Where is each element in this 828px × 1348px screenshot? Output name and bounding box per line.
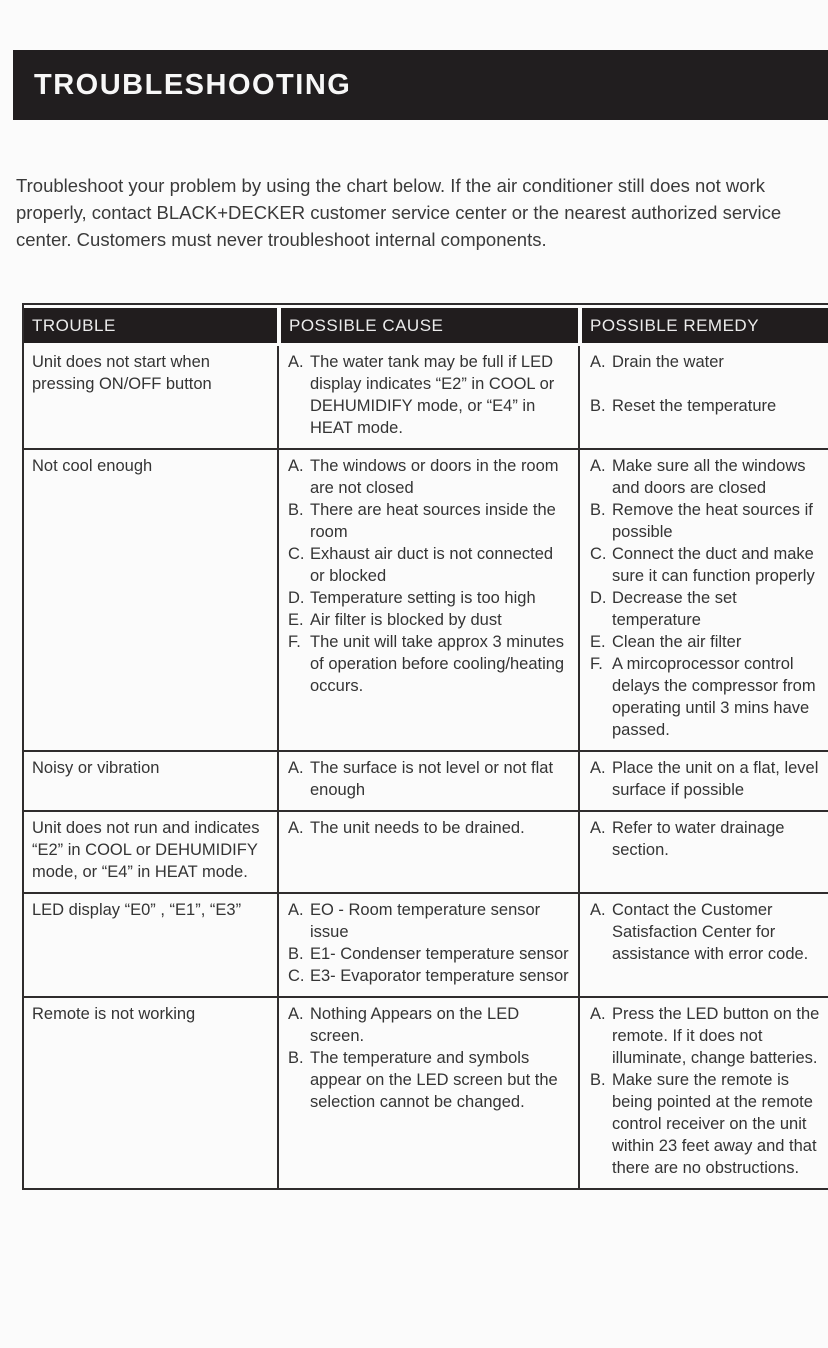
trouble-cell: Unit does not start when pressing ON/OFF button [32,353,212,393]
list-item-label: B. [288,1049,304,1067]
list-item [288,1003,572,1047]
section-title-bar [13,50,828,120]
remedy-cell [578,450,828,750]
table-row [24,750,828,810]
column-header-possible-remedy: POSSIBLE REMEDY [578,308,828,343]
list-item [288,543,572,587]
cause-cell [277,812,578,892]
list-item-label: A. [590,1005,606,1023]
cause-cell [277,752,578,810]
list-item [288,351,572,439]
list-item [288,965,572,987]
list-item [590,899,822,965]
list-item-label: B. [288,945,304,963]
list-item [288,943,572,965]
remedy-cell [578,998,828,1188]
trouble-cell: Remote is not working [32,1005,196,1023]
list-item [288,499,572,543]
list-item-text: Drain the water [612,353,724,371]
table-row [24,996,828,1188]
column-header-possible-cause: POSSIBLE CAUSE [277,308,578,343]
list-item-label: A. [288,759,304,777]
list-item [288,1047,572,1113]
intro-paragraph: Troubleshoot your problem by using the chart below. If the air conditioner still does not work properly, contact BLACK+DECKER customer service center or the nearest authorized service center. Customers must never troubleshoot internal components. [16,175,782,250]
list-item-label: A. [590,353,606,371]
list-item-text: Make sure the remote is being pointed at the remote control receiver on the unit within 23 feet away and that there are no obstructions. [612,1071,817,1177]
list-item-text: E3- Evaporator temperature sensor [310,967,569,985]
list-item-text: Refer to water drainage section. [612,819,785,859]
remedy-cell [578,894,828,996]
list-item [590,395,822,417]
table-row [24,346,828,448]
list-item [590,499,822,543]
list-item-label: A. [590,759,606,777]
remedy-cell [578,346,828,448]
list-item-text: The unit will take approx 3 minutes of operation before cooling/heating occurs. [310,633,565,695]
list-item-label: C. [590,545,607,563]
list-item-text: Contact the Customer Satisfaction Center for assistance with error code. [612,901,809,963]
list-item-label: A. [288,1005,304,1023]
list-item-label: A. [590,457,606,475]
list-item-label: F. [288,633,301,651]
list-item-text: Temperature setting is too high [310,589,536,607]
list-item-text: Clean the air filter [612,633,742,651]
cause-cell [277,998,578,1188]
table-row [24,892,828,996]
cause-cell [277,894,578,996]
list-item [590,351,822,373]
list-item-text: The surface is not level or not flat enough [310,759,554,799]
trouble-cell: Not cool enough [32,457,153,475]
list-item-label: A. [288,819,304,837]
list-item [288,817,572,839]
remedy-cell [578,752,828,810]
table-body [24,346,828,1188]
list-item-text: The unit needs to be drained. [310,819,525,837]
list-item-label: F. [590,655,603,673]
list-item [288,631,572,697]
list-item [288,899,572,943]
list-item-text: E1- Condenser temperature sensor [310,945,569,963]
list-item [590,757,822,801]
list-item-label: A. [288,353,304,371]
list-item-text: Decrease the set temperature [612,589,737,629]
list-item [590,587,822,631]
list-item-text: The water tank may be full if LED display indicates “E2” in COOL or DEHUMIDIFY mode, or “E4” in HEAT mode. [310,353,555,437]
list-item [288,587,572,609]
list-item-label: A. [590,901,606,919]
list-item-label: A. [288,457,304,475]
list-item [590,1069,822,1179]
page-title: TROUBLESHOOTING [34,68,352,101]
column-header-trouble: TROUBLE [24,308,277,343]
list-item-label: D. [288,589,305,607]
list-item-text: Nothing Appears on the LED screen. [310,1005,520,1045]
list-item-text: Reset the temperature [612,397,777,415]
list-item-text: Make sure all the windows and doors are closed [612,457,806,497]
list-item-text: Press the LED button on the remote. If it does not illuminate, change batteries. [612,1005,820,1067]
table-row [24,810,828,892]
list-item-text: The windows or doors in the room are not closed [310,457,559,497]
list-item-label: B. [288,501,304,519]
cause-cell [277,450,578,750]
list-item-text: Exhaust air duct is not connected or blocked [310,545,554,585]
cause-cell [277,346,578,448]
list-item-text: A mircoprocessor control delays the compressor from operating until 3 mins have passed. [612,655,816,739]
list-item [590,653,822,741]
list-item-label: C. [288,545,305,563]
list-item-text: There are heat sources inside the room [310,501,556,541]
list-item-label: A. [590,819,606,837]
list-item-text: EO - Room temperature sensor issue [310,901,541,941]
trouble-cell: LED display “E0” , “E1”, “E3” [32,901,242,919]
table-header-row [24,308,828,343]
list-item-label: E. [590,633,606,651]
trouble-cell: Unit does not run and indicates “E2” in COOL or DEHUMIDIFY mode, or “E4” in HEAT mode. [32,819,260,881]
trouble-cell: Noisy or vibration [32,759,160,777]
remedy-cell [578,812,828,892]
list-item-label: D. [590,589,607,607]
list-item-text: Place the unit on a flat, level surface if possible [612,759,819,799]
list-item-label: C. [288,967,305,985]
list-item [288,609,572,631]
list-item [288,455,572,499]
list-item [590,817,822,861]
list-item [590,543,822,587]
list-item-text: Air filter is blocked by dust [310,611,502,629]
list-item-label: B. [590,1071,606,1089]
list-item-text: Remove the heat sources if possible [612,501,813,541]
list-item-text: The temperature and symbols appear on the LED screen but the selection cannot be changed. [310,1049,558,1111]
list-item [590,631,822,653]
list-item [288,757,572,801]
list-item [590,455,822,499]
list-item-label: A. [288,901,304,919]
table-row [24,448,828,750]
list-item-label: B. [590,397,606,415]
list-item-label: E. [288,611,304,629]
list-item [590,1003,822,1069]
troubleshooting-table [22,303,828,1190]
list-item-label: B. [590,501,606,519]
list-item-text: Connect the duct and make sure it can function properly [612,545,815,585]
